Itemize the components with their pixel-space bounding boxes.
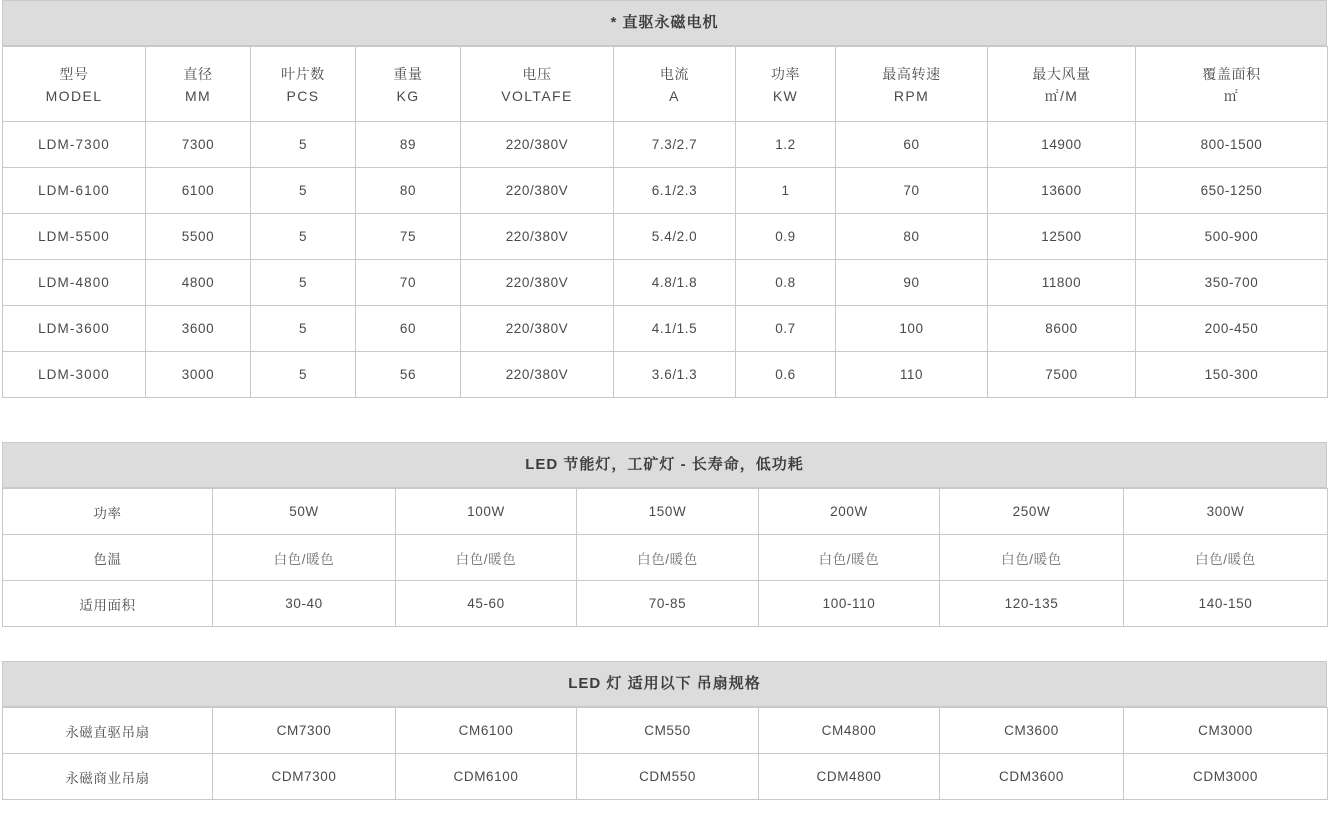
cell-current: 4.8/1.8 [614, 260, 736, 306]
row-label-power: 功率 [3, 489, 213, 535]
header-cell-diameter [146, 47, 251, 122]
cell-area-3: 70-85 [577, 581, 759, 627]
cell-max-airflow: 14900 [988, 122, 1136, 168]
cell-weight: 75 [356, 214, 461, 260]
table-row [3, 352, 1328, 398]
table-row [3, 581, 1328, 627]
cell-commercial-model-4: CDM4800 [759, 754, 940, 800]
cell-commercial-model-3: CDM550 [577, 754, 759, 800]
cell-max-airflow: 13600 [988, 168, 1136, 214]
cell-commercial-model-6: CDM3000 [1124, 754, 1328, 800]
cell-coverage-area: 200-450 [1136, 306, 1328, 352]
cell-model: LDM-5500 [3, 214, 146, 260]
cell-model: LDM-6100 [3, 168, 146, 214]
table-row [3, 122, 1328, 168]
cell-fan-model-2: CM6100 [396, 708, 577, 754]
cell-power: 0.7 [736, 306, 836, 352]
cell-fan-model-6: CM3000 [1124, 708, 1328, 754]
cell-blades: 5 [251, 168, 356, 214]
cell-commercial-model-2: CDM6100 [396, 754, 577, 800]
cell-voltage: 220/380V [461, 352, 614, 398]
header-cell-current [614, 47, 736, 122]
header-cell-power [736, 47, 836, 122]
cell-blades: 5 [251, 352, 356, 398]
cell-power-50w: 50W [213, 489, 396, 535]
header-en: MODEL [45, 88, 103, 104]
cell-coverage-area: 800-1500 [1136, 122, 1328, 168]
cell-voltage: 220/380V [461, 168, 614, 214]
cell-color-temp-5: 白色/暖色 [940, 535, 1124, 581]
cell-power-200w: 200W [759, 489, 940, 535]
cell-color-temp-2: 白色/暖色 [396, 535, 577, 581]
cell-power: 0.6 [736, 352, 836, 398]
cell-power-300w: 300W [1124, 489, 1328, 535]
cell-model: LDM-7300 [3, 122, 146, 168]
table-row [3, 535, 1328, 581]
cell-max-speed: 60 [836, 122, 988, 168]
cell-current: 5.4/2.0 [614, 214, 736, 260]
header-cn: 最大风量 [1032, 66, 1091, 82]
cell-coverage-area: 650-1250 [1136, 168, 1328, 214]
cell-coverage-area: 500-900 [1136, 214, 1328, 260]
fan-table-title: LED 灯 适用以下 吊扇规格 [2, 661, 1327, 707]
cell-power-250w: 250W [940, 489, 1124, 535]
cell-power-150w: 150W [577, 489, 759, 535]
cell-color-temp-6: 白色/暖色 [1124, 535, 1328, 581]
cell-voltage: 220/380V [461, 122, 614, 168]
cell-weight: 56 [356, 352, 461, 398]
header-cn: 覆盖面积 [1202, 66, 1261, 82]
header-en: PCS [286, 88, 320, 104]
table-row [3, 260, 1328, 306]
cell-color-temp-1: 白色/暖色 [213, 535, 396, 581]
header-en: MM [184, 88, 212, 104]
cell-area-5: 120-135 [940, 581, 1124, 627]
table-row [3, 306, 1328, 352]
cell-model: LDM-4800 [3, 260, 146, 306]
cell-diameter: 5500 [146, 214, 251, 260]
fan-spec-table [2, 707, 1328, 800]
header-cell-blades [251, 47, 356, 122]
cell-color-temp-4: 白色/暖色 [759, 535, 940, 581]
cell-current: 4.1/1.5 [614, 306, 736, 352]
cell-weight: 89 [356, 122, 461, 168]
cell-diameter: 3000 [146, 352, 251, 398]
header-cn: 重量 [393, 66, 423, 82]
led-spec-table [2, 488, 1328, 627]
cell-fan-model-1: CM7300 [213, 708, 396, 754]
cell-coverage-area: 150-300 [1136, 352, 1328, 398]
cell-fan-model-4: CM4800 [759, 708, 940, 754]
cell-max-speed: 70 [836, 168, 988, 214]
cell-diameter: 3600 [146, 306, 251, 352]
cell-current: 7.3/2.7 [614, 122, 736, 168]
table-row [3, 489, 1328, 535]
cell-power: 1.2 [736, 122, 836, 168]
header-cell-max-speed [836, 47, 988, 122]
cell-blades: 5 [251, 122, 356, 168]
header-cn: 电流 [659, 66, 690, 82]
header-cell-coverage-area [1136, 47, 1328, 122]
header-cn: 直径 [183, 66, 213, 82]
cell-max-speed: 110 [836, 352, 988, 398]
cell-max-speed: 80 [836, 214, 988, 260]
cell-max-speed: 100 [836, 306, 988, 352]
cell-commercial-model-5: CDM3600 [940, 754, 1124, 800]
cell-voltage: 220/380V [461, 306, 614, 352]
header-en: RPM [893, 88, 930, 104]
header-cn: 功率 [770, 66, 801, 82]
cell-area-6: 140-150 [1124, 581, 1328, 627]
cell-weight: 60 [356, 306, 461, 352]
led-table-title: LED 节能灯，工矿灯 - 长寿命，低功耗 [2, 442, 1327, 488]
table-row [3, 168, 1328, 214]
header-cn: 叶片数 [281, 66, 325, 82]
cell-max-speed: 90 [836, 260, 988, 306]
table-row [3, 754, 1328, 800]
header-cn: 最高转速 [882, 66, 941, 82]
cell-voltage: 220/380V [461, 214, 614, 260]
cell-diameter: 4800 [146, 260, 251, 306]
row-label-color-temperature: 色温 [3, 535, 213, 581]
cell-blades: 5 [251, 260, 356, 306]
cell-fan-model-5: CM3600 [940, 708, 1124, 754]
table-header-row [3, 47, 1328, 122]
motor-spec-table [2, 46, 1328, 398]
cell-commercial-model-1: CDM7300 [213, 754, 396, 800]
cell-blades: 5 [251, 214, 356, 260]
row-label-commercial-fan: 永磁商业吊扇 [3, 754, 213, 800]
cell-max-airflow: 8600 [988, 306, 1136, 352]
cell-weight: 70 [356, 260, 461, 306]
cell-diameter: 6100 [146, 168, 251, 214]
cell-max-airflow: 12500 [988, 214, 1136, 260]
section-spacer [2, 627, 1327, 661]
cell-fan-model-3: CM550 [577, 708, 759, 754]
cell-blades: 5 [251, 306, 356, 352]
cell-power-100w: 100W [396, 489, 577, 535]
cell-power: 0.8 [736, 260, 836, 306]
cell-area-2: 45-60 [396, 581, 577, 627]
cell-diameter: 7300 [146, 122, 251, 168]
cell-voltage: 220/380V [461, 260, 614, 306]
cell-area-4: 100-110 [759, 581, 940, 627]
table-row [3, 214, 1328, 260]
section-spacer [2, 398, 1327, 442]
header-en: KG [396, 88, 420, 104]
header-en: VOLTAFE [501, 88, 573, 104]
table-row [3, 708, 1328, 754]
header-cell-max-airflow [988, 47, 1136, 122]
header-cn: 电压 [522, 66, 552, 82]
cell-max-airflow: 7500 [988, 352, 1136, 398]
header-cell-model [3, 47, 146, 122]
header-en: A [669, 88, 680, 104]
cell-max-airflow: 11800 [988, 260, 1136, 306]
cell-power: 0.9 [736, 214, 836, 260]
row-label-direct-drive-fan: 永磁直驱吊扇 [3, 708, 213, 754]
cell-weight: 80 [356, 168, 461, 214]
header-en: ㎡ [1223, 88, 1240, 104]
header-en: KW [772, 88, 799, 104]
motor-table-title: * 直驱永磁电机 [2, 0, 1327, 46]
header-cell-weight [356, 47, 461, 122]
cell-area-1: 30-40 [213, 581, 396, 627]
cell-current: 3.6/1.3 [614, 352, 736, 398]
cell-power: 1 [736, 168, 836, 214]
cell-model: LDM-3000 [3, 352, 146, 398]
cell-model: LDM-3600 [3, 306, 146, 352]
cell-color-temp-3: 白色/暖色 [577, 535, 759, 581]
row-label-applicable-area: 适用面积 [3, 581, 213, 627]
cell-current: 6.1/2.3 [614, 168, 736, 214]
header-cn: 型号 [59, 66, 89, 82]
header-cell-voltage [461, 47, 614, 122]
header-en: ㎡/M [1044, 88, 1079, 104]
cell-coverage-area: 350-700 [1136, 260, 1328, 306]
